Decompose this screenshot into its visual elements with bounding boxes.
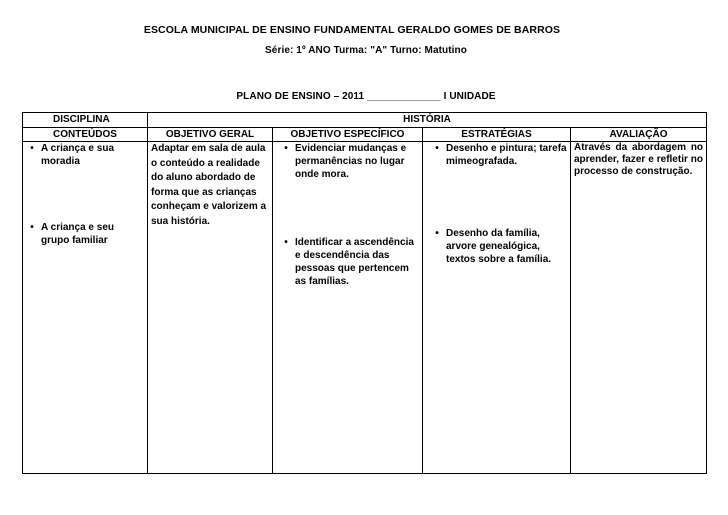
- plan-table: [22, 112, 707, 474]
- column-header-row: [23, 128, 707, 142]
- column-header-conteudos: CONTEÚDOS: [23, 128, 148, 142]
- bullet-icon: •: [30, 222, 34, 233]
- objetivo-especifico-list: [280, 142, 419, 288]
- conteudos-list: [26, 142, 144, 247]
- list-item: [431, 227, 567, 266]
- bullet-icon: •: [435, 143, 439, 154]
- school-name: ESCOLA MUNICIPAL DE ENSINO FUNDAMENTAL GERALDO GOMES DE BARROS: [143, 24, 561, 36]
- conteudos-cell: [23, 142, 148, 474]
- list-item: [26, 142, 144, 168]
- bullet-icon: •: [284, 237, 288, 248]
- estrategia-text: Desenho e pintura; tarefa mimeografada.: [446, 143, 567, 167]
- bullet-icon: •: [284, 143, 288, 154]
- list-item: [280, 142, 419, 181]
- objetivo-especifico-text: Identificar a ascendência e descendência das pessoas que pertencem as famílias.: [295, 237, 414, 287]
- column-header-estrategias: ESTRATÉGIAS: [423, 128, 571, 142]
- estrategias-list: [431, 142, 567, 266]
- content-row: [23, 142, 707, 474]
- estrategias-cell: [423, 142, 571, 474]
- avaliacao-cell: Através da abordagem no aprender, fazer e refletir no processo de construção.: [571, 142, 707, 474]
- column-header-objetivo-geral: OBJETIVO GERAL: [148, 128, 273, 142]
- bullet-icon: •: [30, 143, 34, 154]
- list-item: [280, 236, 419, 288]
- column-header-avaliacao: AVALIAÇÃO: [571, 128, 707, 142]
- conteudo-text: A criança e seu grupo familiar: [41, 222, 115, 246]
- column-header-objetivo-especifico: OBJETIVO ESPECÍFICO: [273, 128, 423, 142]
- conteudo-text: A criança e sua moradia: [41, 143, 115, 167]
- class-info: Série: 1º ANO Turma: "A" Turno: Matutino: [265, 45, 467, 56]
- discipline-row: [23, 113, 707, 128]
- objetivo-geral-cell: Adaptar em sala de aula o conteúdo a realidade do aluno abordado de forma que as crianças conheçam e valorizem a sua história.: [148, 142, 273, 474]
- discipline-label: DISCIPLINA: [23, 113, 148, 128]
- bullet-icon: •: [435, 228, 439, 239]
- estrategia-text: Desenho da família, arvore genealógica, textos sobre a família.: [446, 228, 552, 265]
- objetivo-especifico-text: Evidenciar mudanças e permanências no lugar onde mora.: [295, 143, 407, 180]
- discipline-value: HISTÓRIA: [148, 113, 707, 128]
- list-item: [431, 142, 567, 168]
- plan-title: PLANO DE ENSINO – 2011 _____________ I UNIDADE: [236, 91, 496, 102]
- list-item: [26, 221, 144, 247]
- objetivo-especifico-cell: [273, 142, 423, 474]
